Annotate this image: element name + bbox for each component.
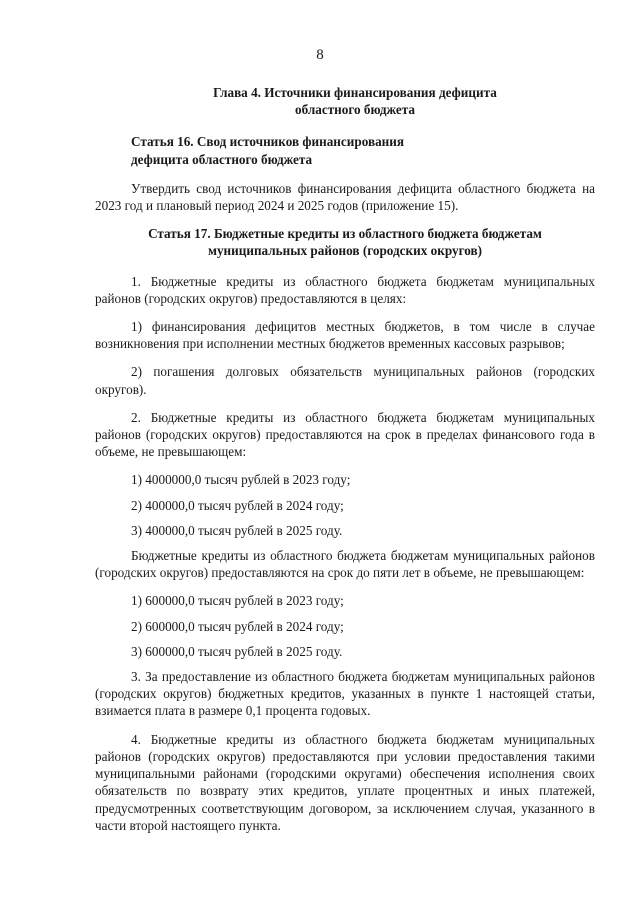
- list-item: 3) 600000,0 тысяч рублей в 2025 году.: [131, 643, 343, 659]
- chapter-title: Глава 4. Источники финансирования дефицита областного бюджета: [213, 85, 497, 118]
- list-item: 2) 600000,0 тысяч рублей в 2024 году;: [131, 618, 344, 634]
- page-number: 8: [316, 47, 324, 63]
- list-item: 1) финансирования дефицитов местных бюджетов, в том числе в случае возникновения при исполнении местных бюджетов временных кассовых разрывов;: [95, 319, 595, 352]
- article-17-paragraph-3: 3. За предоставление из областного бюджета бюджетам муниципальных районов (городских округов) бюджетных кредитов, указанных в пункте 1 настоящей статьи, взимается плата в размере 0,1 процента годовых.: [95, 669, 595, 719]
- list-item: 2) 400000,0 тысяч рублей в 2024 году;: [131, 497, 344, 513]
- article-17-title: Статья 17. Бюджетные кредиты из областного бюджета бюджетам муниципальных районов (городских округов): [148, 226, 542, 259]
- list-item: 3) 400000,0 тысяч рублей в 2025 году.: [131, 522, 343, 538]
- list-item: 1) 600000,0 тысяч рублей в 2023 году;: [131, 593, 344, 609]
- article-17-paragraph-2b: Бюджетные кредиты из областного бюджета бюджетам муниципальных районов (городских округов) предоставляются на срок до пяти лет в объеме, не превышающем:: [95, 548, 595, 581]
- article-16-title: Статья 16. Свод источников финансирования дефицита областного бюджета: [131, 134, 405, 167]
- article-16-paragraph: Утвердить свод источников финансирования дефицита областного бюджета на 2023 год и плановый период 2024 и 2025 годов (приложение 15).: [95, 180, 595, 214]
- article-17-paragraph-1: 1. Бюджетные кредиты из областного бюджета бюджетам муниципальных районов (городских округов) предоставляются в целях:: [95, 273, 595, 306]
- list-item: 1) 4000000,0 тысяч рублей в 2023 году;: [131, 472, 351, 488]
- article-17-paragraph-2: 2. Бюджетные кредиты из областного бюджета бюджетам муниципальных районов (городских округов) предоставляются на срок в пределах финансового года в объеме, не превышающем:: [95, 409, 595, 460]
- list-item: 2) погашения долговых обязательств муниципальных районов (городских округов).: [95, 364, 595, 397]
- document-body: [95, 84, 595, 842]
- article-17-paragraph-4: 4. Бюджетные кредиты из областного бюджета бюджетам муниципальных районов (городских округов) предоставляются при условии предоставления такими муниципальными районами (городскими округами) обеспечения исполнения своих обязательств по возврату этих кредитов, уплате процентных и иных платежей, предусмотренных соответствующим договором, за исключением случая, указанного в части второй настоящего пункта.: [95, 731, 595, 833]
